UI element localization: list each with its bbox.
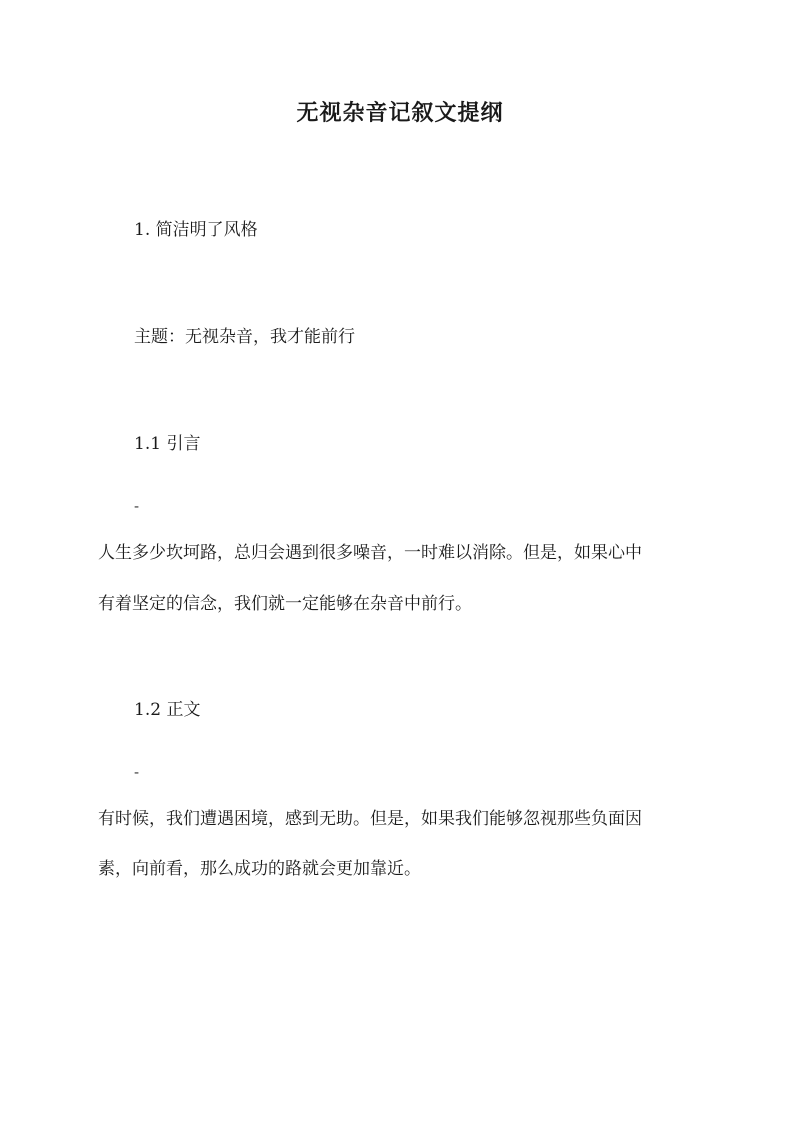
- section-heading-intro: 1.1 引言: [134, 434, 201, 454]
- document-title: 无视杂音记叙文提纲: [296, 100, 504, 126]
- section-dash-body: -: [134, 763, 140, 781]
- intro-paragraph-line-1: 人生多少坎坷路，总归会遇到很多噪音，一时难以消除。但是，如果心中: [98, 543, 642, 563]
- section-dash-intro: -: [134, 497, 140, 515]
- theme-line: 主题：无视杂音，我才能前行: [134, 327, 355, 347]
- heading-level-1: 1. 简洁明了风格: [134, 220, 258, 240]
- section-heading-body: 1.2 正文: [134, 700, 201, 720]
- intro-paragraph-line-2: 有着坚定的信念，我们就一定能够在杂音中前行。: [98, 594, 472, 614]
- body-paragraph-line-2: 素，向前看，那么成功的路就会更加靠近。: [98, 859, 421, 879]
- body-paragraph-line-1: 有时候，我们遭遇困境，感到无助。但是，如果我们能够忽视那些负面因: [98, 809, 642, 829]
